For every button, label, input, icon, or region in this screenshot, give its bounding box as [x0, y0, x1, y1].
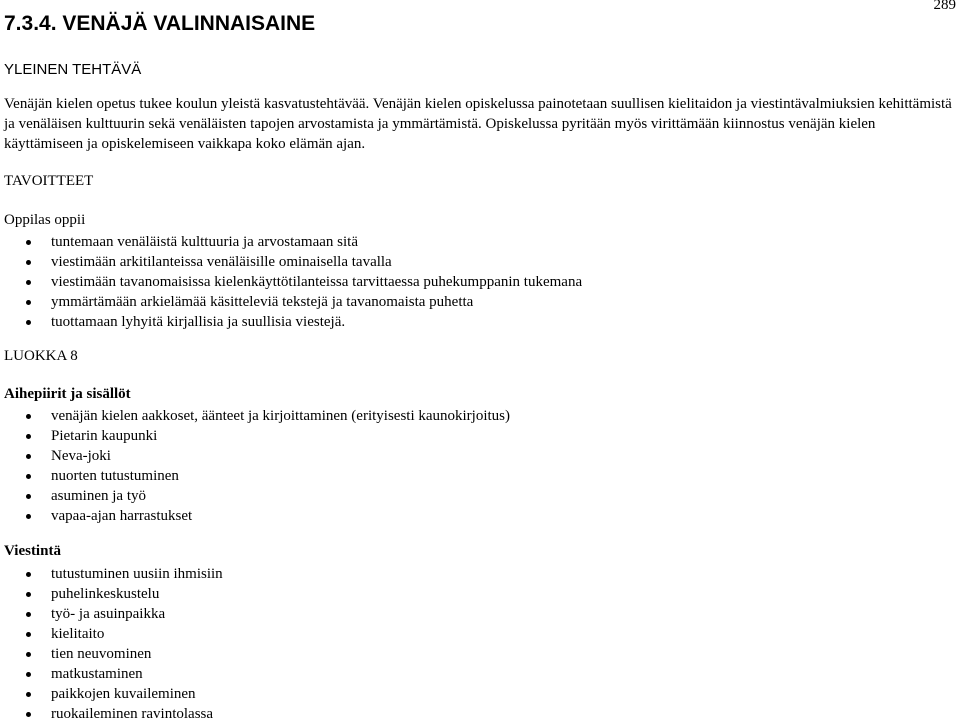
list-item: Pietarin kaupunki [0, 426, 510, 446]
list-item: ruokaileminen ravintolassa [0, 704, 223, 724]
list-item: ymmärtämään arkielämää käsitteleviä tekstejä ja tavanomaista puhetta [0, 292, 582, 312]
list-item: Neva-joki [0, 446, 510, 466]
list-item: viestimään tavanomaisissa kielenkäyttötilanteissa tarvittaessa puhekumppanin tukemana [0, 272, 582, 292]
list-item: viestimään arkitilanteissa venäläisille ominaisella tavalla [0, 252, 582, 272]
list-item: työ- ja asuinpaikka [0, 604, 223, 624]
list-item: asuminen ja työ [0, 486, 510, 506]
page-number: 289 [933, 0, 956, 13]
general-task-heading: YLEINEN TEHTÄVÄ [4, 61, 142, 78]
general-task-text: Venäjän kielen opetus tukee koulun yleistä kasvatustehtävää. Venäjän kielen opiskelussa painotetaan suullisen kielitaidon ja viestintävalmiuksien kehittämistä ja venäläisen kulttuurin sekä venäläisten tapojen arvostamista ja ymmärtämistä. Opiskelussa pyritään myös virittämään kiinnostus venäjän kielen käyttämiseen ja opiskelemiseen vaikkapa koko elämän ajan. [4, 96, 952, 152]
page-title: 7.3.4. VENÄJÄ VALINNAISAINE [4, 12, 316, 35]
topics-list [0, 406, 510, 526]
goals-list [0, 232, 582, 332]
list-item: tuottamaan lyhyitä kirjallisia ja suullisia viestejä. [0, 312, 582, 332]
list-item: puhelinkeskustelu [0, 584, 223, 604]
list-item: tien neuvominen [0, 644, 223, 664]
goals-heading: TAVOITTEET [4, 173, 94, 189]
list-item: tutustuminen uusiin ihmisiin [0, 564, 223, 584]
list-item: matkustaminen [0, 664, 223, 684]
topics-heading: Aihepiirit ja sisällöt [4, 386, 131, 402]
list-item: nuorten tutustuminen [0, 466, 510, 486]
list-item: venäjän kielen aakkoset, äänteet ja kirjoittaminen (erityisesti kaunokirjoitus) [0, 406, 510, 426]
communication-heading: Viestintä [4, 543, 61, 559]
goals-intro: Oppilas oppii [4, 212, 86, 228]
communication-list [0, 564, 223, 724]
list-item: tuntemaan venäläistä kulttuuria ja arvostamaan sitä [0, 232, 582, 252]
list-item: kielitaito [0, 624, 223, 644]
list-item: vapaa-ajan harrastukset [0, 506, 510, 526]
list-item: paikkojen kuvaileminen [0, 684, 223, 704]
grade-heading: LUOKKA 8 [4, 348, 78, 364]
